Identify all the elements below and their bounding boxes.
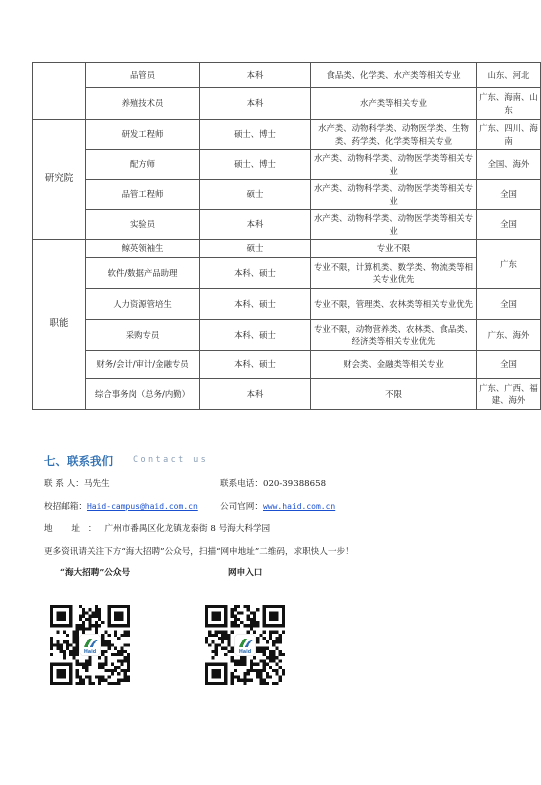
contact-phone-label: 联系电话： bbox=[220, 479, 263, 489]
address-label: 地 址： bbox=[44, 524, 105, 534]
website-label: 公司官网： bbox=[220, 502, 263, 512]
qr-code-apply[interactable] bbox=[205, 605, 285, 685]
degree-cell: 硕士、博士 bbox=[200, 150, 311, 180]
major-cell: 水产类、动物科学类、动物医学类、生物类、药学类、化学类等相关专业 bbox=[311, 120, 477, 150]
location-cell: 广东、四川、海南 bbox=[477, 120, 541, 150]
table-row bbox=[33, 63, 541, 88]
major-cell: 食品类、化学类、水产类等相关专业 bbox=[311, 63, 477, 88]
contact-person-line bbox=[44, 477, 110, 489]
major-cell: 不限 bbox=[311, 379, 477, 410]
major-cell: 专业不限，动物营养类、农林类、食品类、经济类等相关专业优先 bbox=[311, 320, 477, 351]
position-cell: 鲸英领袖生 bbox=[86, 240, 200, 258]
haid-logo-icon bbox=[235, 635, 255, 655]
location-cell: 广东 bbox=[477, 240, 541, 289]
section-title: 七、联系我们 bbox=[44, 454, 113, 468]
qr-code-wechat[interactable] bbox=[50, 605, 130, 685]
location-cell: 全国、海外 bbox=[477, 150, 541, 180]
table-row bbox=[33, 320, 541, 351]
section-title-en: Contact us bbox=[133, 455, 209, 465]
contact-person: 马先生 bbox=[83, 479, 110, 489]
position-cell: 研发工程师 bbox=[86, 120, 200, 150]
qr-logo-text: Haid bbox=[238, 650, 252, 655]
contact-phone: 020-39388658 bbox=[262, 479, 327, 489]
table-row bbox=[33, 88, 541, 120]
more-info-text: 更多资讯请关注下方“海大招聘”公众号，扫描“网申地址”二维码，求职快人一步！ bbox=[44, 547, 354, 557]
position-cell: 人力资源管培生 bbox=[86, 289, 200, 320]
location-cell: 全国 bbox=[477, 210, 541, 240]
email-link[interactable]: Haid-campus@haid.com.cn bbox=[86, 502, 198, 511]
degree-cell: 本科、硕士 bbox=[200, 258, 311, 289]
address-text: 广州市番禺区化龙镇龙泰街 8 号海大科学园 bbox=[104, 524, 271, 534]
qr1-label: “海大招聘”公众号 bbox=[60, 568, 131, 578]
major-cell: 专业不限，计算机类、数学类、物流类等相关专业优先 bbox=[311, 258, 477, 289]
table-row bbox=[33, 240, 541, 258]
location-cell: 山东、河北 bbox=[477, 63, 541, 88]
table-row bbox=[33, 150, 541, 180]
position-cell: 采购专员 bbox=[86, 320, 200, 351]
position-cell: 综合事务岗（总务/内勤） bbox=[86, 379, 200, 410]
location-cell: 广东、广西、福建、海外 bbox=[477, 379, 541, 410]
location-cell: 广东、海外 bbox=[477, 320, 541, 351]
contact-person-label: 联 系 人： bbox=[44, 479, 84, 489]
email-label: 校招邮箱： bbox=[44, 502, 87, 512]
table-row bbox=[33, 289, 541, 320]
degree-cell: 硕士、博士 bbox=[200, 120, 311, 150]
major-cell: 财会类、金融类等相关专业 bbox=[311, 351, 477, 379]
position-cell: 配方师 bbox=[86, 150, 200, 180]
major-cell: 水产类、动物科学类、动物医学类等相关专业 bbox=[311, 180, 477, 210]
location-cell: 全国 bbox=[477, 180, 541, 210]
website-line bbox=[220, 500, 335, 512]
address-line bbox=[44, 522, 270, 534]
degree-cell: 硕士 bbox=[200, 180, 311, 210]
major-cell: 水产类、动物科学类、动物医学类等相关专业 bbox=[311, 210, 477, 240]
location-cell: 全国 bbox=[477, 289, 541, 320]
degree-cell: 本科 bbox=[200, 63, 311, 88]
recruitment-table bbox=[32, 62, 541, 410]
qr-logo-text: Haid bbox=[83, 650, 97, 655]
major-cell: 专业不限，管理类、农林类等相关专业优先 bbox=[311, 289, 477, 320]
table-row bbox=[33, 180, 541, 210]
position-cell: 软件/数据产品助理 bbox=[86, 258, 200, 289]
table-row bbox=[33, 258, 541, 289]
position-cell: 养殖技术员 bbox=[86, 88, 200, 120]
table-row bbox=[33, 351, 541, 379]
table-row bbox=[33, 210, 541, 240]
position-cell: 品管工程师 bbox=[86, 180, 200, 210]
website-link[interactable]: www.haid.com.cn bbox=[262, 502, 336, 511]
contact-phone-line bbox=[220, 477, 326, 489]
major-cell: 水产类、动物科学类、动物医学类等相关专业 bbox=[311, 150, 477, 180]
degree-cell: 本科、硕士 bbox=[200, 351, 311, 379]
major-cell: 水产类等相关专业 bbox=[311, 88, 477, 120]
table-row bbox=[33, 120, 541, 150]
group-cell-function: 职能 bbox=[33, 240, 86, 410]
position-cell: 实验员 bbox=[86, 210, 200, 240]
haid-logo-icon bbox=[80, 635, 100, 655]
degree-cell: 硕士 bbox=[200, 240, 311, 258]
location-cell: 全国 bbox=[477, 351, 541, 379]
email-line bbox=[44, 500, 198, 512]
position-cell: 品管员 bbox=[86, 63, 200, 88]
table-row bbox=[33, 379, 541, 410]
degree-cell: 本科 bbox=[200, 379, 311, 410]
position-cell: 财务/会计/审计/金融专员 bbox=[86, 351, 200, 379]
major-cell: 专业不限 bbox=[311, 240, 477, 258]
qr2-label: 网申入口 bbox=[228, 568, 263, 578]
degree-cell: 本科 bbox=[200, 88, 311, 120]
group-cell-research: 研究院 bbox=[33, 120, 86, 240]
degree-cell: 本科、硕士 bbox=[200, 320, 311, 351]
location-cell: 广东、海南、山东 bbox=[477, 88, 541, 120]
degree-cell: 本科、硕士 bbox=[200, 289, 311, 320]
group-cell-empty bbox=[33, 63, 86, 120]
degree-cell: 本科 bbox=[200, 210, 311, 240]
